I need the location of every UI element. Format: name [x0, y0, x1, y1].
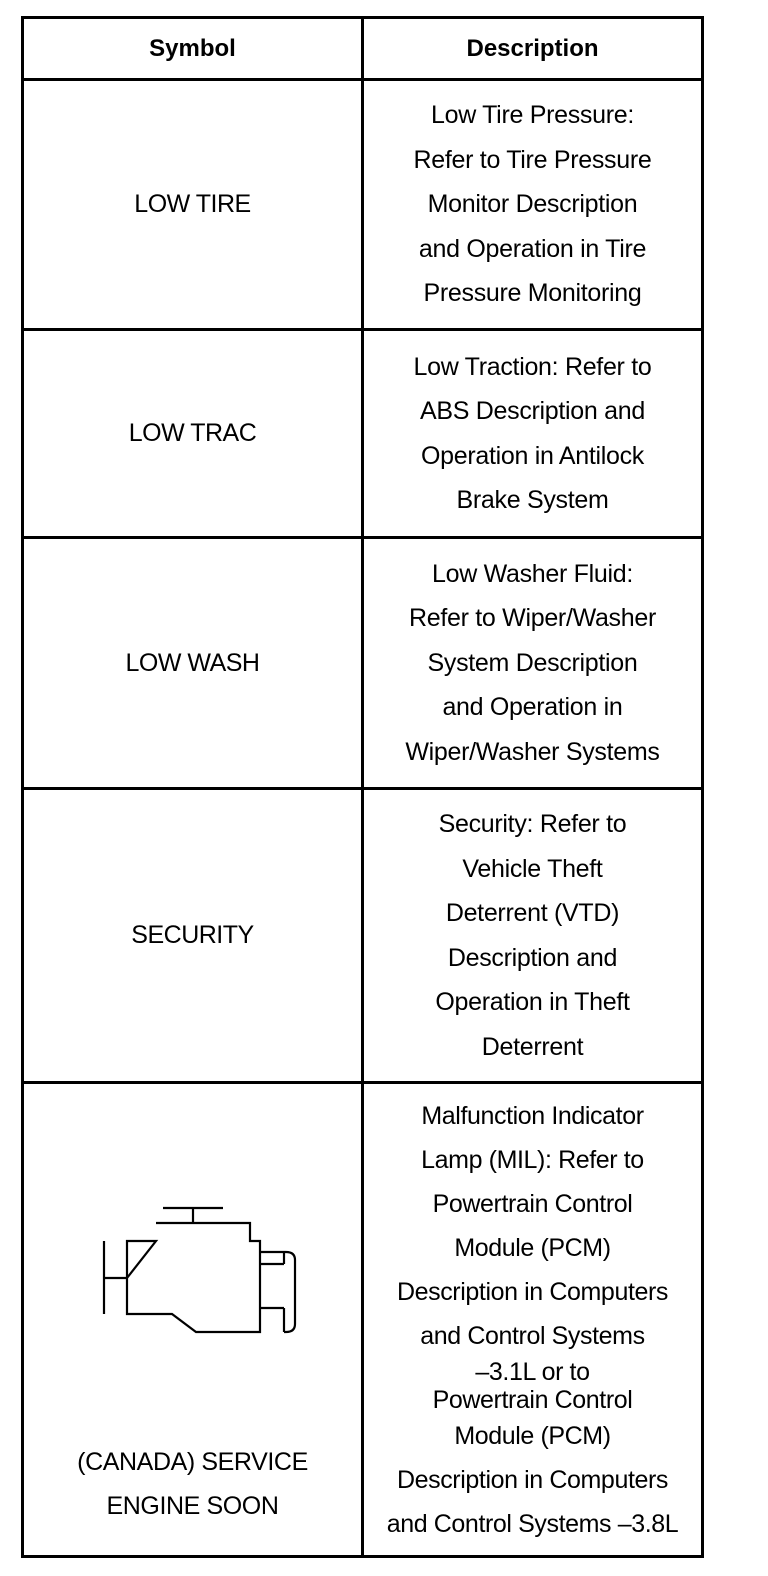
header-symbol: Symbol [149, 34, 236, 62]
description-cell [364, 81, 701, 328]
description-line: Powertrain Control [432, 1189, 633, 1218]
symbol-label: SECURITY [131, 921, 254, 949]
description-line: Operation in Theft [435, 988, 630, 1016]
description-line: and Operation in Tire [418, 234, 647, 263]
description-line: Malfunction Indicator [421, 1101, 644, 1130]
symbol-label-line: ENGINE SOON [106, 1492, 279, 1520]
symbol-cell [24, 539, 361, 787]
description-line: Deterrent (VTD) [445, 899, 620, 927]
symbol-cell [24, 1084, 361, 1555]
symbol-cell [24, 81, 361, 328]
description-line: and Control Systems –3.8L [386, 1509, 679, 1538]
description-cell [364, 790, 701, 1081]
description-line: Low Washer Fluid: [431, 559, 633, 588]
symbol-label [24, 1440, 361, 1528]
description-line: ABS Description and [420, 397, 645, 425]
description-line: and Operation in [442, 693, 623, 722]
table-row [24, 331, 701, 539]
description-line: Vehicle Theft [462, 854, 603, 883]
description-line: Deterrent [481, 1032, 584, 1061]
symbol-cell [24, 331, 361, 536]
description-cell [364, 539, 701, 787]
description-cell [364, 331, 701, 536]
description-line: Description and [447, 943, 618, 972]
warning-indicator-table [21, 16, 704, 1558]
table-row [24, 790, 701, 1084]
symbol-label: LOW TIRE [134, 190, 251, 218]
description-line: Module (PCM) [454, 1233, 611, 1262]
description-line: Lamp (MIL): Refer to [421, 1145, 644, 1174]
description-line: Monitor Description [427, 190, 638, 219]
description-line: Wiper/Washer Systems [405, 737, 660, 766]
description-text [387, 1094, 679, 1546]
description-text [435, 802, 629, 1069]
description-text [414, 93, 652, 316]
table-row [24, 539, 701, 790]
description-line: Low Tire Pressure: [430, 101, 634, 130]
description-line: Pressure Monitoring [423, 279, 642, 308]
description-line: –3.1L or to [475, 1357, 590, 1386]
header-symbol-cell [24, 19, 361, 78]
table-row [24, 1084, 701, 1555]
engine-icon [100, 1204, 300, 1342]
symbol-label-line: (CANADA) SERVICE [77, 1448, 308, 1476]
description-line: Powertrain Control [432, 1385, 633, 1414]
description-line: Refer to Wiper/Washer [408, 604, 656, 633]
table-row [24, 81, 701, 331]
header-description-cell [364, 19, 701, 78]
description-cell [364, 1084, 701, 1555]
description-line: Low Traction: Refer to [413, 352, 652, 381]
symbol-cell [24, 790, 361, 1081]
header-description: Description [466, 34, 599, 62]
description-text [405, 552, 659, 775]
description-line: Module (PCM) [454, 1421, 611, 1450]
table-header-row [24, 19, 701, 81]
symbol-label: LOW WASH [125, 648, 260, 677]
description-text [414, 345, 652, 523]
description-line: Brake System [456, 486, 609, 514]
description-line: Refer to Tire Pressure [413, 145, 652, 174]
description-line: Description in Computers [396, 1465, 669, 1494]
description-line: System Description [427, 648, 638, 677]
symbol-label: LOW TRAC [128, 419, 257, 447]
description-line: Description in Computers [396, 1277, 669, 1306]
description-line: and Control Systems [420, 1321, 645, 1350]
description-line: Security: Refer to [438, 810, 627, 838]
description-line: Operation in Antilock [421, 441, 644, 470]
